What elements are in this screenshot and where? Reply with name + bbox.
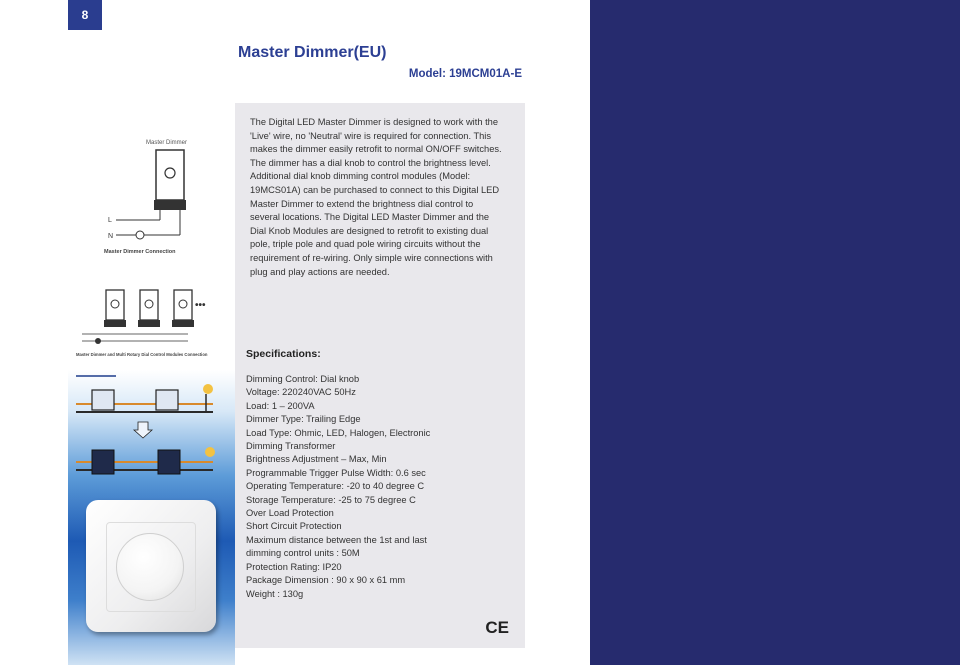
page-title: Master Dimmer(EU) xyxy=(238,44,387,61)
spec-item: Brightness Adjustment – Max, Min xyxy=(246,454,387,465)
master-dimmer-connection-diagram xyxy=(98,130,238,265)
connection-diagram-title: Master Dimmer xyxy=(146,140,188,146)
blue-side-panel xyxy=(590,0,960,665)
dimmer-knob-icon xyxy=(116,533,184,601)
spec-item: dimming control units : 50M xyxy=(246,548,360,559)
model-number: Model: 19MCM01A-E xyxy=(408,68,522,80)
spec-item: Dimmer Type: Trailing Edge xyxy=(246,414,361,425)
specifications-list xyxy=(246,373,516,601)
spec-item: Load Type: Ohmic, LED, Halogen, Electronic xyxy=(246,427,431,438)
dial-knob-module-icon xyxy=(158,450,180,474)
dimmer-product-photo xyxy=(86,500,216,632)
logo-area xyxy=(102,10,212,95)
header-blank-area xyxy=(233,12,433,46)
live-label: L xyxy=(108,217,112,224)
spec-item: Short Circuit Protection xyxy=(246,521,342,532)
dial-module-1-icon xyxy=(140,290,158,320)
spec-item: Programmable Trigger Pulse Width: 0.6 sec xyxy=(246,467,426,478)
spec-item: Dimming Transformer xyxy=(246,441,336,452)
specifications-heading: Specifications: xyxy=(246,348,321,360)
page-number-badge: 8 xyxy=(68,0,102,30)
connection-caption: Master Dimmer Connection xyxy=(104,249,176,255)
spec-item: Weight : 130g xyxy=(246,588,304,599)
terminal-block-icon xyxy=(154,200,186,210)
spec-item: Storage Temperature: -25 to 75 degree C xyxy=(246,494,416,505)
lamp-icon xyxy=(136,231,144,239)
master-module-icon xyxy=(106,290,124,320)
ce-mark-icon: CE xyxy=(485,618,509,637)
description-panel xyxy=(235,103,525,648)
lamp-icon xyxy=(95,338,101,344)
spec-item: Over Load Protection xyxy=(246,508,334,519)
spec-item: Load: 1 – 200VA xyxy=(246,400,315,411)
spec-item: Maximum distance between the 1st and last xyxy=(246,534,427,545)
module-connection-caption: Master Dimmer and Multi Rotary Dial Control Modules Connection xyxy=(76,352,208,357)
wiring-circuit-diagrams xyxy=(68,372,235,492)
light-bulb-icon xyxy=(205,447,215,457)
product-description: The Digital LED Master Dimmer is designed to work with the 'Live' wire, no 'Neutral' wire is required for connection. This makes the dimmer easily retrofit to normal ON/OFF switches. The dimmer has a dial knob to control the brightness level. Additional dial knob dimming control modules (Model: 19MCS01A) can be purchased to connect to this Digital LED Master Dimmer to extend the brightness dial control to several locations. The Digital LED Master Dimmer and the Dial Knob Modules are designed to retrofit to existing dual pole, triple pole and quad pole wiring circuits without the requirement of re-wiring. Only simple wire connections with plug and play actions are needed. xyxy=(250,117,502,277)
master-dimmer-unit-icon xyxy=(156,150,184,200)
down-arrow-icon xyxy=(134,422,152,438)
spec-item: Dimming Control: Dial knob xyxy=(246,374,360,384)
dial-module-2-icon xyxy=(174,290,192,320)
multi-module-connection-diagram xyxy=(78,278,233,353)
spec-item: Voltage: 220240VAC 50Hz xyxy=(246,387,356,398)
switch-1-icon xyxy=(92,390,114,410)
neutral-label: N xyxy=(108,233,114,240)
catalog-page xyxy=(68,0,530,665)
spec-item: Protection Rating: IP20 xyxy=(246,561,342,572)
spec-item: Package Dimension : 90 x 90 x 61 mm xyxy=(246,575,406,586)
spec-item: Operating Temperature: -20 to 40 degree C xyxy=(246,481,425,492)
more-modules-ellipsis: ••• xyxy=(195,300,206,311)
master-dimmer-module-icon xyxy=(92,450,114,474)
switch-2-icon xyxy=(156,390,178,410)
light-bulb-icon xyxy=(203,384,213,394)
